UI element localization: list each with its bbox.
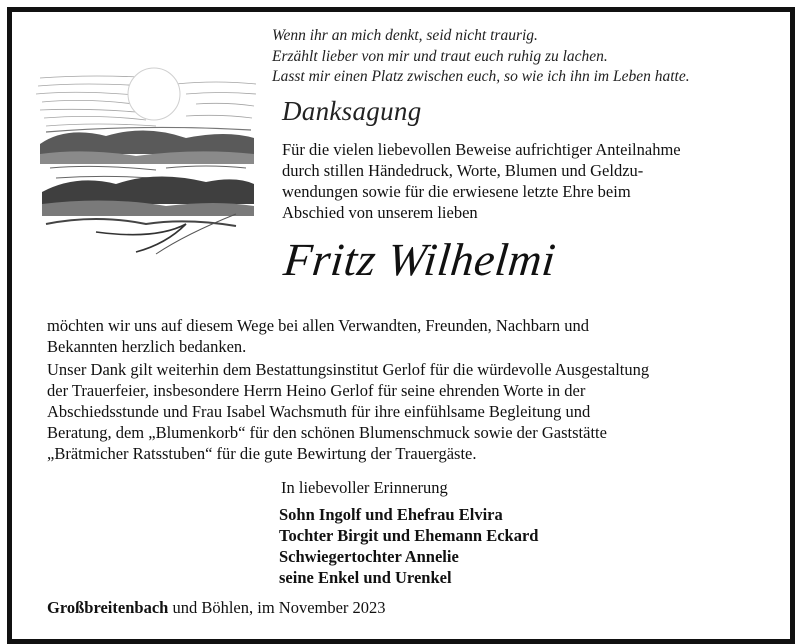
thanks-paragraph (47, 315, 767, 357)
intro-line: wendungen sowie für die erwiesene letzte Ehre beim (282, 182, 631, 201)
signers-list (279, 504, 538, 588)
poem-block (272, 26, 772, 88)
paragraph-line: „Brätmicher Ratsstuben“ für die gute Bewirtung der Trauergäste. (47, 444, 477, 463)
deceased-name: Fritz Wilhelmi (281, 234, 559, 285)
town-name: Großbreitenbach (47, 598, 169, 617)
sunset-landscape-sketch-icon (36, 64, 258, 256)
paragraph-line: Beratung, dem „Blumenkorb“ für den schönen Blumenschmuck sowie der Gaststätte (47, 423, 607, 442)
place-and-date (47, 598, 386, 618)
signer: Tochter Birgit und Ehemann Eckard (279, 526, 539, 545)
poem-line: Lasst mir einen Platz zwischen euch, so wie ich ihn im Leben hatte. (272, 68, 690, 85)
place-date-text: und Böhlen, im November 2023 (168, 598, 386, 617)
paragraph-line: Bekannten herzlich bedanken. (47, 337, 247, 356)
intro-text (282, 139, 762, 223)
signer: seine Enkel und Urenkel (279, 568, 452, 587)
poem-line: Wenn ihr an mich denkt, seid nicht traurig. (272, 27, 538, 44)
signer: Schwiegertochter Annelie (279, 547, 459, 566)
paragraph-line: möchten wir uns auf diesem Wege bei allen Verwandten, Freunden, Nachbarn und (47, 316, 589, 335)
paragraph-line: der Trauerfeier, insbesondere Herrn Heino Gerlof für seine ehrenden Worte in der (47, 381, 586, 400)
heading: Danksagung (282, 96, 422, 126)
intro-line: Für die vielen liebevollen Beweise aufrichtiger Anteilnahme (282, 140, 681, 159)
intro-line: durch stillen Händedruck, Worte, Blumen und Geldzu- (282, 161, 644, 180)
closing-phrase: In liebevoller Erinnerung (281, 478, 448, 497)
paragraph-line: Abschiedsstunde und Frau Isabel Wachsmuth für ihre einfühlsame Begleitung und (47, 402, 591, 421)
additional-thanks-paragraph (47, 359, 767, 464)
signer: Sohn Ingolf und Ehefrau Elvira (279, 505, 503, 524)
poem-line: Erzählt lieber von mir und traut euch ruhig zu lachen. (272, 47, 608, 65)
paragraph-line: Unser Dank gilt weiterhin dem Bestattungsinstitut Gerlof für die würdevolle Ausgestaltung (47, 360, 650, 379)
intro-line: Abschied von unserem lieben (282, 203, 478, 222)
